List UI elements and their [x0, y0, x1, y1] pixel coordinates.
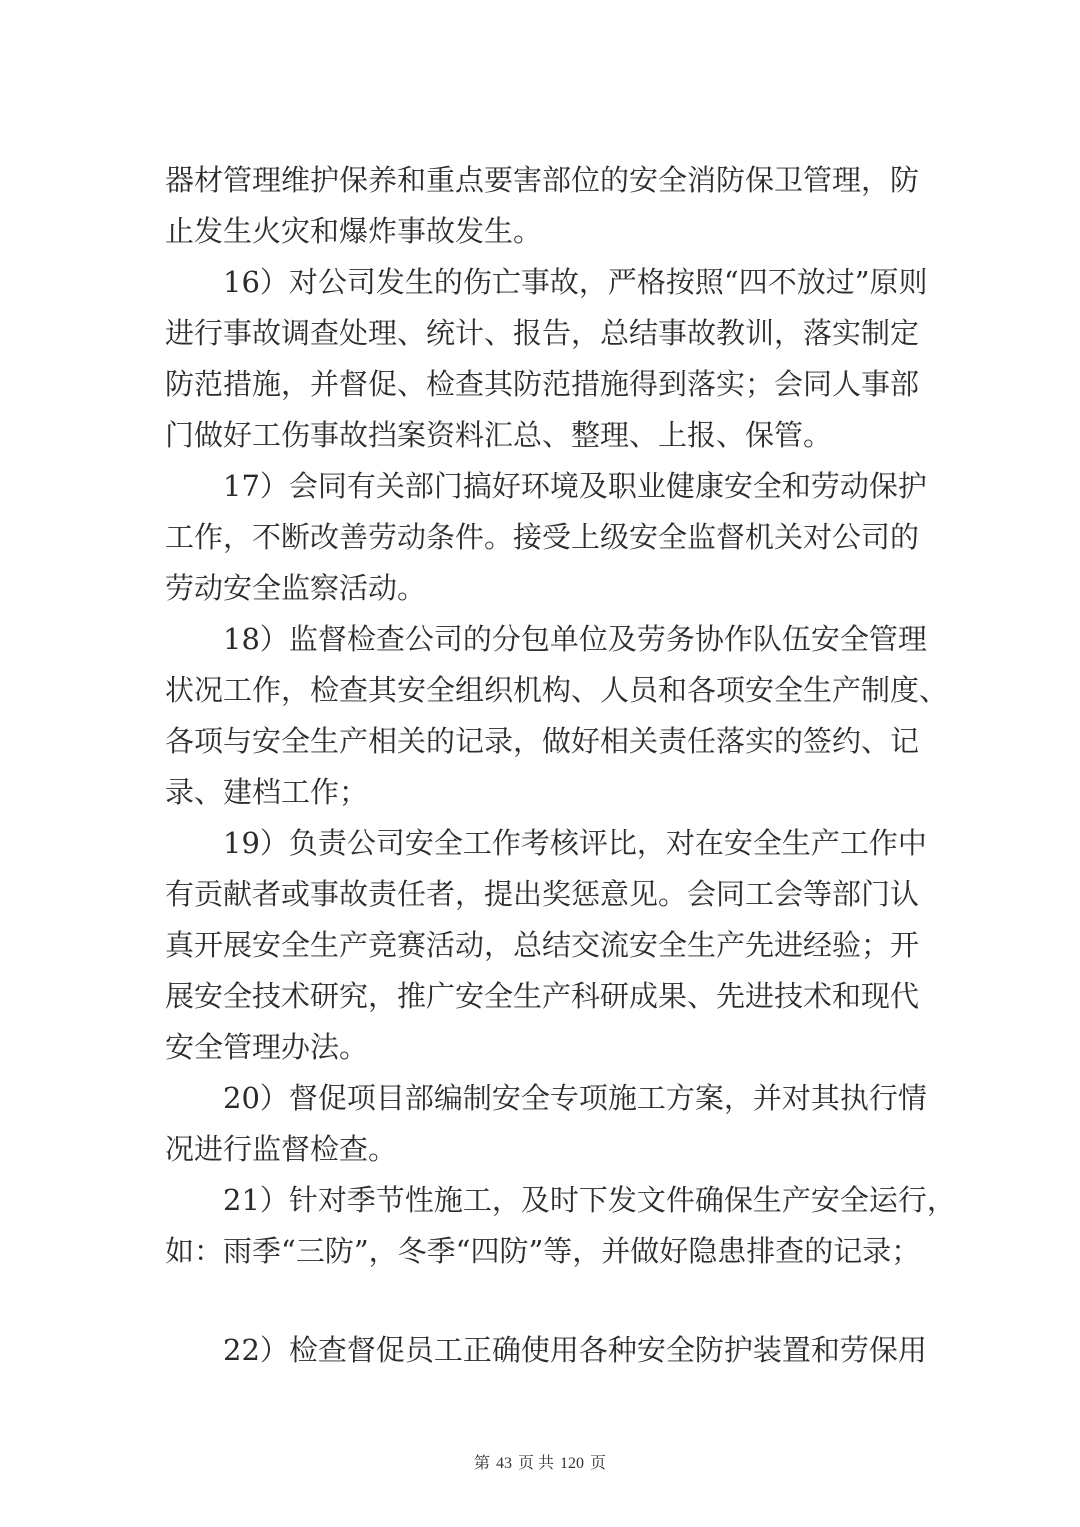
text-line: 工作，不断改善劳动条件。接受上级安全监督机关对公司的 — [165, 520, 920, 554]
page-number: 43 — [495, 1455, 512, 1472]
paragraph-19 — [165, 818, 927, 1073]
paragraph-continued — [165, 155, 920, 257]
text-line: 有贡献者或事故责任者，提出奖惩意见。会同工会等部门认 — [165, 877, 920, 911]
text-line: 劳动安全监察活动。 — [165, 571, 427, 605]
text-line: 20）督促项目部编制安全专项施工方案，并对其执行情 — [223, 1081, 927, 1115]
text-line: 22）检查督促员工正确使用各种安全防护装置和劳保用 — [223, 1333, 927, 1367]
document-body — [165, 155, 956, 1376]
paragraph-gap — [165, 1277, 917, 1325]
paragraph-22 — [165, 1325, 927, 1376]
footer-mid: 页 共 — [517, 1455, 554, 1472]
text-line: 止发生火灾和爆炸事故发生。 — [165, 214, 543, 248]
text-line: 防范措施，并督促、检查其防范措施得到落实；会同人事部 — [165, 367, 920, 401]
text-line: 门做好工伤事故挡案资料汇总、整理、上报、保管。 — [165, 418, 833, 452]
text-line: 21）针对季节性施工，及时下发文件确保生产安全运行， — [223, 1183, 956, 1217]
text-line: 展安全技术研究，推广安全生产科研成果、先进技术和现代 — [165, 979, 920, 1013]
paragraph-17 — [165, 461, 927, 614]
paragraph-20 — [165, 1073, 927, 1175]
footer-prefix: 第 — [473, 1455, 490, 1472]
page-footer — [0, 1450, 1080, 1473]
text-line: 进行事故调查处理、统计、报告，总结事故教训，落实制定 — [165, 316, 920, 350]
paragraph-16 — [165, 257, 928, 461]
text-line: 状况工作，检查其安全组织机构、人员和各项安全生产制度、 — [165, 673, 949, 707]
text-line: 录、建档工作； — [165, 775, 369, 809]
paragraph-18 — [165, 614, 949, 818]
text-line: 17）会同有关部门搞好环境及职业健康安全和劳动保护 — [223, 469, 927, 503]
total-pages: 120 — [560, 1455, 584, 1472]
text-line: 19）负责公司安全工作考核评比，对在安全生产工作中 — [223, 826, 927, 860]
text-line: 器材管理维护保养和重点要害部位的安全消防保卫管理，防 — [165, 163, 920, 197]
text-line: 16）对公司发生的伤亡事故，严格按照“四不放过”原则 — [223, 265, 928, 299]
paragraph-21 — [165, 1175, 956, 1277]
text-line: 各项与安全生产相关的记录，做好相关责任落实的签约、记 — [165, 724, 920, 758]
text-line: 安全管理办法。 — [165, 1030, 369, 1064]
text-line: 如：雨季“三防”，冬季“四防”等，并做好隐患排查的记录； — [165, 1234, 921, 1268]
text-line: 18）监督检查公司的分包单位及劳务协作队伍安全管理 — [223, 622, 927, 656]
footer-suffix: 页 — [590, 1455, 607, 1472]
text-line: 况进行监督检查。 — [165, 1132, 398, 1166]
text-line: 真开展安全生产竞赛活动，总结交流安全生产先进经验；开 — [165, 928, 920, 962]
